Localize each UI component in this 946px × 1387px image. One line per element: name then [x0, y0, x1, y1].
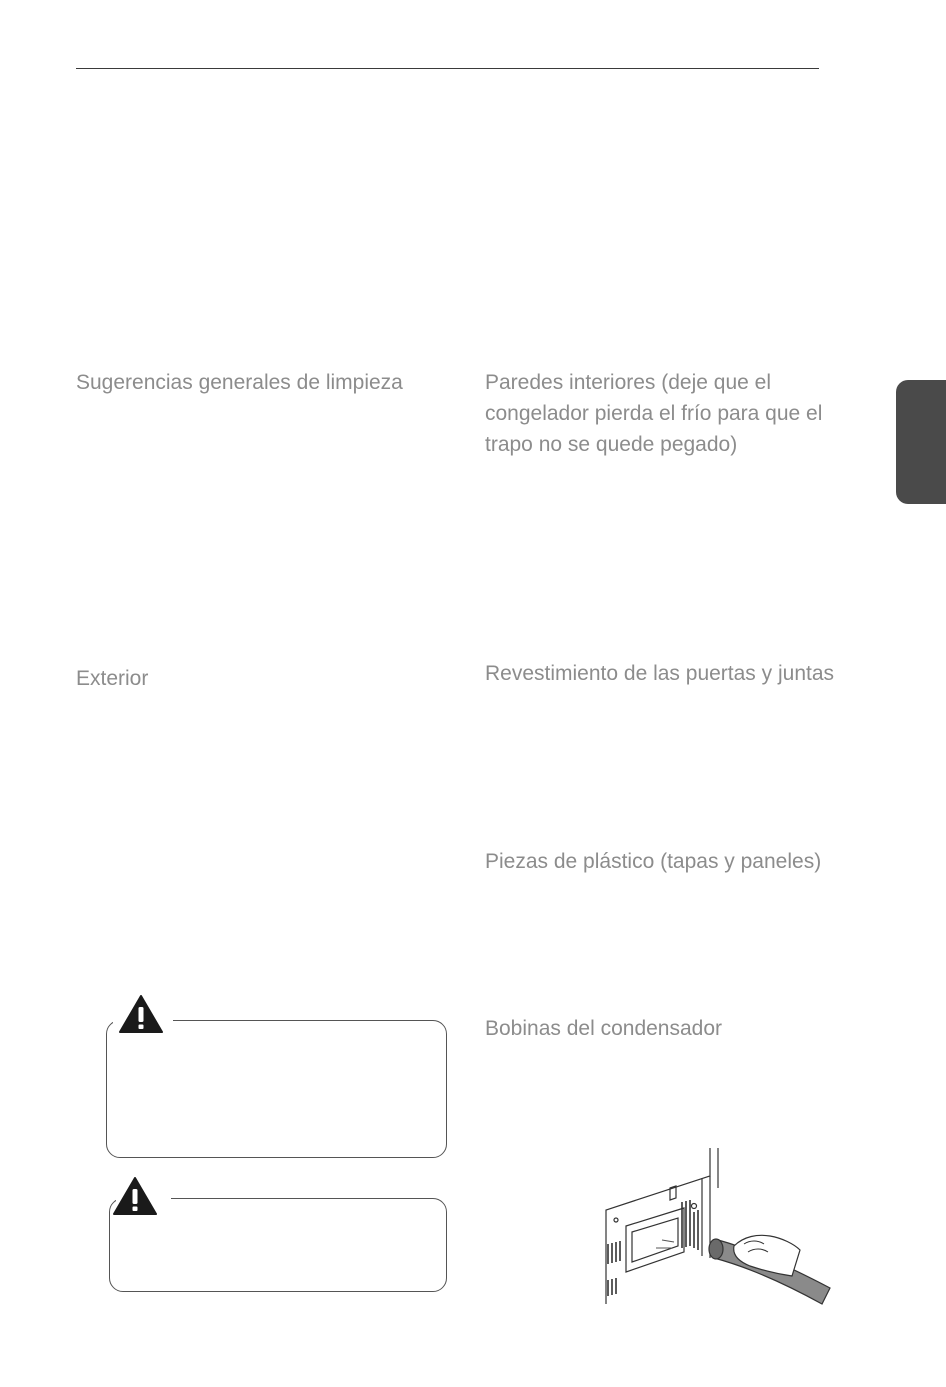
warning-callout-1	[106, 1020, 447, 1158]
condenser-cleaning-illustration	[598, 1148, 836, 1308]
heading-interior-line-1: Paredes interiores (deje que el	[485, 371, 772, 394]
heading-general-cleaning: Sugerencias generales de limpieza	[76, 371, 403, 394]
heading-exterior: Exterior	[76, 667, 149, 690]
warning-callout-2	[109, 1198, 447, 1292]
heading-interior-line-3: trapo no se quede pegado)	[485, 433, 738, 456]
heading-interior-walls	[485, 367, 822, 460]
heading-door-liners: Revestimiento de las puertas y juntas	[485, 662, 835, 685]
heading-interior-line-2: congelador pierda el frío para que el	[485, 402, 823, 425]
heading-condenser-coils: Bobinas del condensador	[485, 1017, 723, 1040]
heading-plastic-parts: Piezas de plástico (tapas y paneles)	[485, 850, 822, 873]
header-rule	[76, 68, 819, 69]
warning-triangle-icon	[118, 994, 164, 1034]
warning-triangle-icon	[112, 1176, 158, 1216]
side-section-tab	[896, 380, 946, 504]
